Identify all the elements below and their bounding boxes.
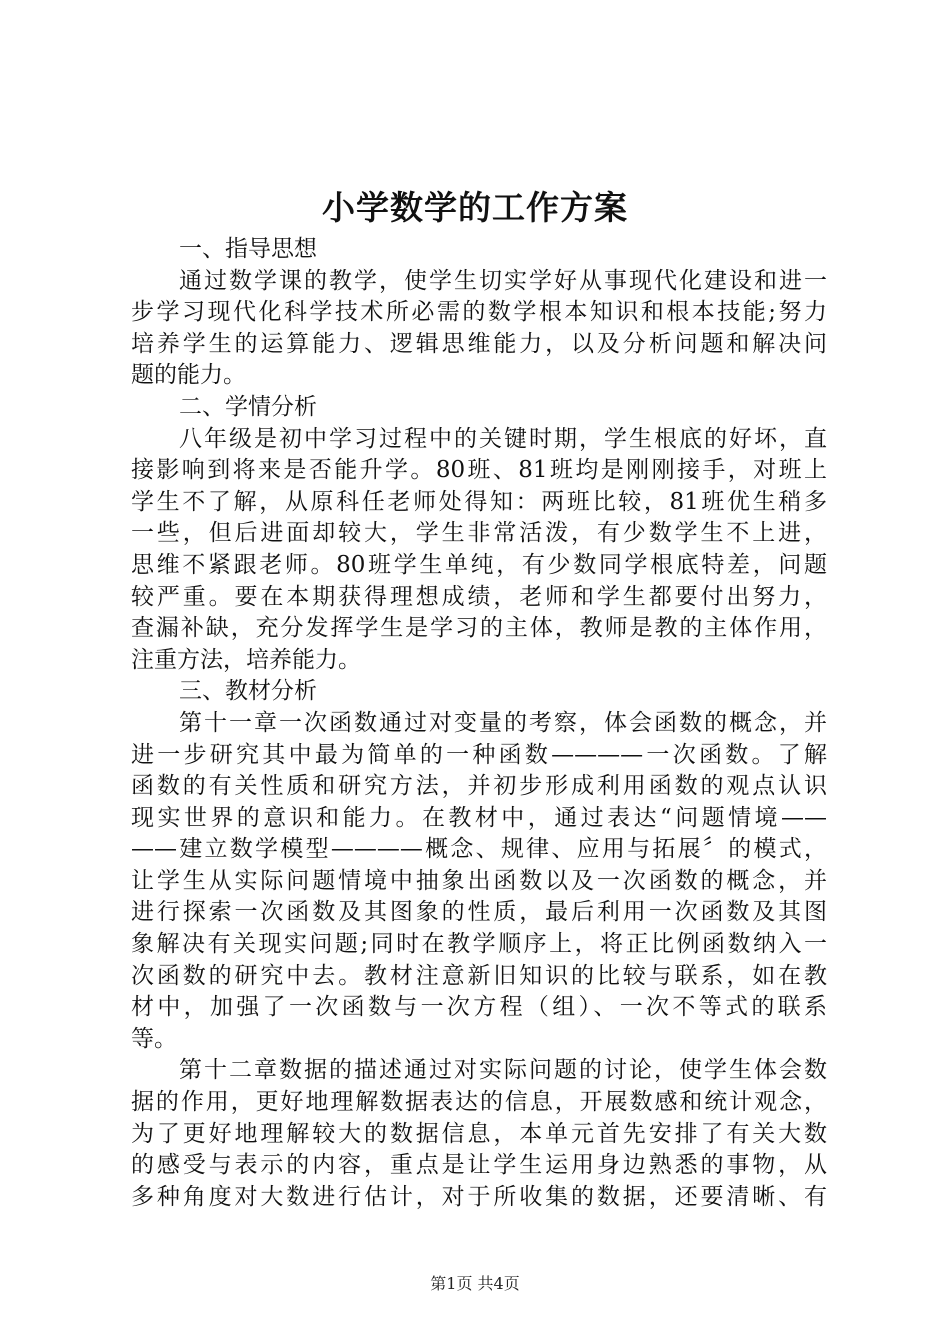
body-line: 进行探索一次函数及其图象的性质，最后利用一次函数及其图	[131, 899, 827, 926]
body-line: 思维不紧跟老师。80班学生单纯，有少数同学根底特差，问题	[131, 551, 827, 578]
body-line: 学生不了解，从原科任老师处得知：两班比较，81班优生稍多	[131, 488, 827, 515]
body-line: 材中，加强了一次函数与一次方程（组）、一次不等式的联系	[131, 994, 827, 1021]
body-line: 为了更好地理解较大的数据信息，本单元首先安排了有关大数	[131, 1120, 827, 1147]
document-body	[131, 234, 827, 1213]
body-line: 进一步研究其中最为简单的一种函数————一次函数。了解	[131, 741, 827, 768]
body-line: 第十二章数据的描述通过对实际问题的讨论，使学生体会数	[179, 1057, 827, 1084]
body-line: 一些，但后进面却较大，学生非常活泼，有少数学生不上进，	[131, 520, 827, 547]
body-line: 接影响到将来是否能升学。80班、81班均是刚刚接手，对班上	[131, 457, 827, 484]
body-line: 让学生从实际问题情境中抽象出函数以及一次函数的概念，并	[131, 867, 827, 894]
body-line: 培养学生的运算能力、逻辑思维能力，以及分析问题和解决问	[131, 330, 827, 357]
body-line: 多种角度对大数进行估计，对于所收集的数据，还要清晰、有	[131, 1183, 827, 1210]
document-title: 小学数学的工作方案	[322, 188, 628, 227]
body-line: 第十一章一次函数通过对变量的考察，体会函数的概念，并	[179, 709, 827, 736]
body-line: 函数的有关性质和研究方法，并初步形成利用函数的观点认识	[131, 773, 827, 800]
body-line: 通过数学课的教学，使学生切实学好从事现代化建设和进一	[179, 267, 827, 294]
body-line: ——建立数学模型————概念、规律、应用与拓展〞的模式，	[131, 836, 827, 863]
body-line: 据的作用，更好地理解数据表达的信息，开展数感和统计观念，	[131, 1089, 827, 1116]
body-line: 现实世界的意识和能力。在教材中，通过表达“问题情境——	[131, 804, 827, 831]
body-line: 注重方法，培养能力。	[131, 646, 361, 673]
section-heading: 二、学情分析	[179, 393, 317, 420]
body-line: 的感受与表示的内容，重点是让学生运用身边熟悉的事物，从	[131, 1152, 827, 1179]
body-line: 等。	[131, 1025, 177, 1052]
body-line: 次函数的研究中去。教材注意新旧知识的比较与联系，如在教	[131, 962, 827, 989]
section-heading: 一、指导思想	[179, 236, 317, 262]
body-line: 查漏补缺，充分发挥学生是学习的主体，教师是教的主体作用，	[131, 615, 827, 642]
body-line: 象解决有关现实问题;同时在教学顺序上，将正比例函数纳入一	[131, 931, 827, 958]
body-line: 八年级是初中学习过程中的关键时期，学生根底的好坏，直	[179, 425, 827, 452]
section-heading: 三、教材分析	[179, 678, 317, 705]
body-line: 题的能力。	[131, 362, 246, 389]
body-line: 步学习现代化科学技术所必需的数学根本知识和根本技能;努力	[131, 299, 827, 326]
body-line: 较严重。要在本期获得理想成绩，老师和学生都要付出努力，	[131, 583, 827, 610]
page-number-footer: 第1页 共4页	[430, 1274, 520, 1293]
